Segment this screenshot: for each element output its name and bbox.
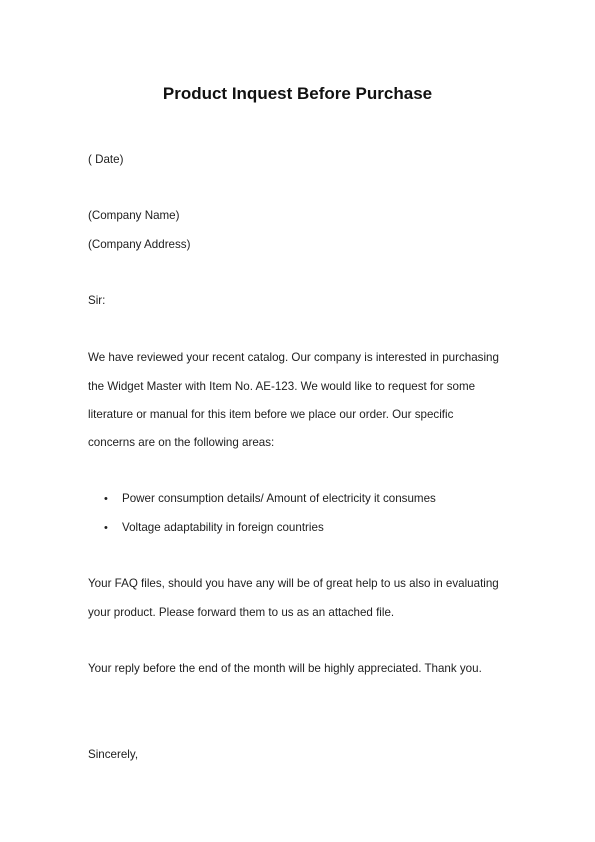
bullet-item: [104, 521, 324, 535]
bullet-dot-icon: •: [104, 493, 108, 505]
date-line: ( Date): [88, 153, 124, 166]
paragraph1-line: literature or manual for this item before we place our order. Our specific: [88, 408, 454, 421]
bullet-item: [104, 492, 436, 506]
paragraph2-line: Your FAQ files, should you have any will be of great help to us also in evaluating: [88, 577, 499, 590]
bullet-dot-icon: •: [104, 522, 108, 534]
company-address-line: (Company Address): [88, 238, 191, 251]
paragraph3-line: Your reply before the end of the month will be highly appreciated. Thank you.: [88, 662, 482, 675]
document-title: Product Inquest Before Purchase: [162, 84, 433, 103]
paragraph1-line: concerns are on the following areas:: [88, 436, 275, 449]
bullet-text: Voltage adaptability in foreign countries: [122, 521, 324, 534]
paragraph2-line: your product. Please forward them to us as an attached file.: [88, 606, 395, 619]
bullet-text: Power consumption details/ Amount of electricity it consumes: [122, 492, 436, 505]
closing-line: Sincerely,: [88, 748, 139, 761]
paragraph1-line: We have reviewed your recent catalog. Our company is interested in purchasing: [88, 351, 499, 364]
paragraph1-line: the Widget Master with Item No. AE-123. We would like to request for some: [88, 380, 476, 393]
salutation: Sir:: [88, 294, 106, 307]
company-name-line: (Company Name): [88, 209, 180, 222]
